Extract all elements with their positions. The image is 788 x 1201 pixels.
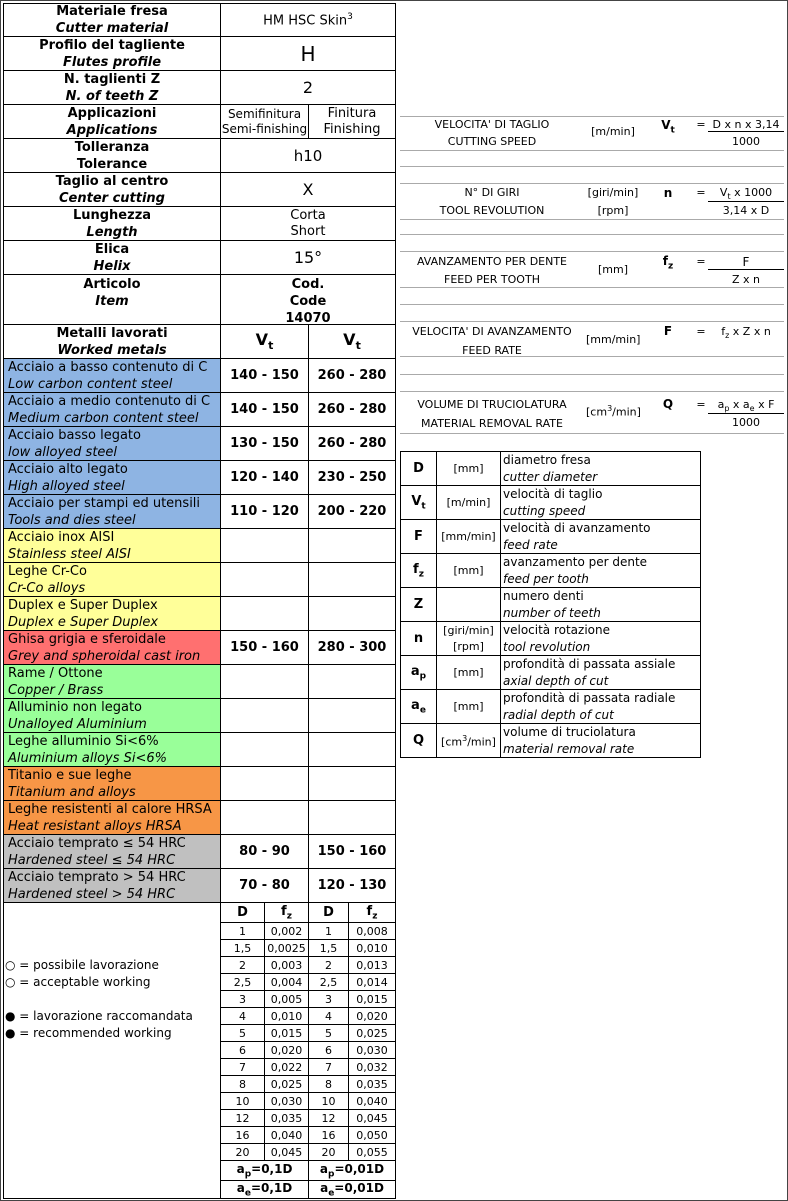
feed-cell: 20 (308, 1143, 349, 1161)
vt-finishing: 200 - 220 (308, 494, 396, 529)
vt-semifinishing: 140 - 150 (220, 392, 309, 427)
f4-symbol: F (663, 324, 673, 338)
f2-unit2: [rpm] (597, 204, 629, 217)
f4-unit: [mm/min] (586, 333, 641, 346)
feed-header-fz2: $f_z$ (348, 902, 396, 923)
vt-finishing: 260 - 280 (308, 392, 396, 427)
feed-cell: 0,025 (348, 1024, 396, 1042)
material-label: Materiale fresa Cutter material (3, 3, 221, 37)
center-cutting-value: X (220, 172, 396, 207)
legend-full-en: ● = recommended working (5, 1026, 172, 1040)
f3-den: Z x n (731, 273, 760, 286)
item-label: Articolo Item (3, 274, 221, 325)
feed-cell: 20 (220, 1143, 265, 1161)
vt-semifinishing (220, 698, 309, 733)
feed-cell: 4 (308, 1007, 349, 1025)
legend-area (3, 902, 221, 1199)
ap-row-1: $a_p=0,1D$ (220, 1160, 309, 1181)
feed-cell: 0,015 (348, 990, 396, 1008)
symbol-desc: volume di truciolatura material removal rate (500, 723, 701, 758)
feed-cell: 12 (220, 1109, 265, 1127)
helix-value: 15° (220, 240, 396, 275)
f1-symbol: $V_t$ (661, 118, 675, 136)
helix-label: Elica Helix (3, 240, 221, 275)
vt-finishing: 280 - 300 (308, 630, 396, 665)
feed-cell: 0,0025 (264, 939, 309, 957)
worked-metals-label: Metalli lavorati Worked metals (3, 324, 221, 359)
feed-cell: 2,5 (308, 973, 349, 991)
symbol-cell: $a_p$ (400, 655, 437, 690)
f5-it: VOLUME DI TRUCIOLATURA (417, 398, 567, 411)
feed-header-fz1: $f_z$ (264, 902, 309, 923)
material-row-label: Duplex e Super Duplex Duplex e Super Duplex (3, 596, 221, 631)
vt-semifinishing: 70 - 80 (220, 868, 309, 903)
ae-row-2: $a_e=0,01D$ (308, 1180, 396, 1199)
symbol-cell: D (400, 451, 437, 486)
feed-cell: 0,022 (264, 1058, 309, 1076)
feed-cell: 8 (220, 1075, 265, 1093)
vt-finishing (308, 596, 396, 631)
tolerance-label: Tolleranza Tolerance (3, 138, 221, 173)
material-row-label: Alluminio non legato Unalloyed Aluminium (3, 698, 221, 733)
feed-cell: 0,014 (348, 973, 396, 991)
vt-semifinishing: 80 - 90 (220, 834, 309, 869)
center-cutting-label: Taglio al centro Center cutting (3, 172, 221, 207)
feed-header-d1: D (220, 902, 265, 923)
symbol-cell: n (400, 621, 437, 656)
f3-en: FEED PER TOOTH (444, 273, 540, 286)
feed-header-d2: D (308, 902, 349, 923)
vt-finishing (308, 698, 396, 733)
feed-cell: 3 (308, 990, 349, 1008)
applications-label: Applicazioni Applications (3, 104, 221, 139)
symbol-unit: [mm/min] (436, 519, 501, 554)
feed-cell: 2,5 (220, 973, 265, 991)
symbol-unit: [mm] (436, 553, 501, 588)
vt-semifinishing: 150 - 160 (220, 630, 309, 665)
vt-header-finish: $V_t$ (308, 324, 396, 359)
ae-row-1: $a_e=0,1D$ (220, 1180, 309, 1199)
material-row-label: Acciaio temprato ≤ 54 HRC Hardened steel ≤ 54 HRC (3, 834, 221, 869)
feed-cell: 0,050 (348, 1126, 396, 1144)
symbol-desc: avanzamento per dente feed per tooth (500, 553, 701, 588)
f1-eq: = (696, 118, 706, 131)
feed-cell: 12 (308, 1109, 349, 1127)
vt-semifinishing (220, 528, 309, 563)
feed-cell: 2 (220, 956, 265, 974)
length-label: Lunghezza Length (3, 206, 221, 241)
material-row-label: Acciaio a medio contenuto di C Medium carbon content steel (3, 392, 221, 427)
feed-cell: 0,040 (348, 1092, 396, 1110)
f1-en: CUTTING SPEED (447, 135, 537, 148)
feed-cell: 0,002 (264, 922, 309, 940)
application-finishing: Finitura Finishing (308, 104, 396, 139)
vt-semifinishing: 120 - 140 (220, 460, 309, 495)
feed-cell: 0,025 (264, 1075, 309, 1093)
symbol-unit: [mm] (436, 689, 501, 724)
symbol-cell: $V_t$ (400, 485, 437, 520)
feed-cell: 1,5 (220, 939, 265, 957)
feed-cell: 0,035 (264, 1109, 309, 1127)
feed-cell: 16 (308, 1126, 349, 1144)
profile-label: Profilo del tagliente Flutes profile (3, 36, 221, 71)
symbol-unit: [mm] (436, 451, 501, 486)
feed-cell: 0,015 (264, 1024, 309, 1042)
material-row-label: Acciaio inox AISI Stainless steel AISI (3, 528, 221, 563)
feed-cell: 6 (308, 1041, 349, 1059)
symbol-desc: profondità di passata assiale axial depth of cut (500, 655, 701, 690)
feed-cell: 10 (308, 1092, 349, 1110)
feed-cell: 0,020 (348, 1007, 396, 1025)
material-row-label: Leghe alluminio Si<6% Aluminium alloys Si<6% (3, 732, 221, 767)
feed-cell: 0,010 (264, 1007, 309, 1025)
material-row-label: Leghe resistenti al calore HRSA Heat resistant alloys HRSA (3, 800, 221, 835)
material-row-label: Ghisa grigia e sferoidale Grey and spheroidal cast iron (3, 630, 221, 665)
f5-eq: = (696, 398, 706, 411)
symbol-desc: velocità di taglio cutting speed (500, 485, 701, 520)
material-row-label: Acciaio a basso contenuto di C Low carbon content steel (3, 358, 221, 393)
symbol-cell: $f_z$ (400, 553, 437, 588)
legend-open-it: ○ = possibile lavorazione (5, 958, 159, 972)
feed-cell: 6 (220, 1041, 265, 1059)
formulas-panel (400, 116, 784, 434)
f1-it: VELOCITA' DI TAGLIO (434, 118, 550, 131)
material-row-label: Titanio e sue leghe Titanium and alloys (3, 766, 221, 801)
application-semifinishing: Semifinitura Semi-finishing (220, 104, 309, 139)
feed-cell: 0,013 (348, 956, 396, 974)
feed-cell: 1,5 (308, 939, 349, 957)
f2-num: $V_t$ x 1000 (708, 186, 784, 202)
vt-finishing (308, 732, 396, 767)
feed-cell: 0,035 (348, 1075, 396, 1093)
f2-unit: [giri/min] (587, 186, 639, 199)
f2-it: N° DI GIRI (464, 186, 520, 199)
vt-finishing (308, 766, 396, 801)
f5-num: $a_p$ x $a_e$ x F (708, 398, 784, 414)
symbol-desc: profondità di passata radiale radial depth of cut (500, 689, 701, 724)
teeth-value: 2 (220, 70, 396, 105)
vt-semifinishing: 140 - 150 (220, 358, 309, 393)
vt-semifinishing (220, 732, 309, 767)
vt-header-semi: $V_t$ (220, 324, 309, 359)
vt-semifinishing (220, 800, 309, 835)
feed-cell: 0,032 (348, 1058, 396, 1076)
symbol-desc: velocità di avanzamento feed rate (500, 519, 701, 554)
feed-cell: 4 (220, 1007, 265, 1025)
vt-finishing (308, 528, 396, 563)
f5-den: 1000 (732, 416, 760, 429)
f3-symbol: $f_z$ (662, 254, 674, 272)
feed-cell: 1 (220, 922, 265, 940)
f3-unit: [mm] (597, 263, 628, 276)
feed-cell: 0,040 (264, 1126, 309, 1144)
feed-cell: 16 (220, 1126, 265, 1144)
f2-den: 3,14 x D (722, 204, 770, 217)
vt-finishing: 230 - 250 (308, 460, 396, 495)
profile-value: H (220, 36, 396, 71)
teeth-label: N. taglienti Z N. of teeth Z (3, 70, 221, 105)
vt-finishing (308, 800, 396, 835)
f2-en: TOOL REVOLUTION (439, 204, 545, 217)
f4-formula: $f_z$ x Z x n (721, 325, 771, 341)
vt-finishing (308, 664, 396, 699)
symbol-unit: [mm] (436, 655, 501, 690)
feed-cell: 8 (308, 1075, 349, 1093)
feed-cell: 7 (308, 1058, 349, 1076)
vt-finishing: 150 - 160 (308, 834, 396, 869)
symbol-unit (436, 587, 501, 622)
f1-unit: [m/min] (591, 125, 635, 138)
material-row-label: Acciaio per stampi ed utensili Tools and dies steel (3, 494, 221, 529)
material-row-label: Rame / Ottone Copper / Brass (3, 664, 221, 699)
feed-cell: 0,030 (264, 1092, 309, 1110)
feed-cell: 1 (308, 922, 349, 940)
length-value: Corta Short (220, 206, 396, 241)
f5-unit: $[cm^3/\min]$ (586, 404, 641, 419)
material-row-label: Acciaio temprato > 54 HRC Hardened steel > 54 HRC (3, 868, 221, 903)
feed-cell: 0,055 (348, 1143, 396, 1161)
feed-cell: 0,003 (264, 956, 309, 974)
ap-row-2: $a_p=0,01D$ (308, 1160, 396, 1181)
vt-semifinishing (220, 664, 309, 699)
feed-cell: 7 (220, 1058, 265, 1076)
feed-cell: 5 (308, 1024, 349, 1042)
feed-cell: 0,030 (348, 1041, 396, 1059)
symbol-unit: [giri/min] [rpm] (436, 621, 501, 656)
vt-finishing (308, 562, 396, 597)
feed-cell: 10 (220, 1092, 265, 1110)
symbol-unit: [m/min] (436, 485, 501, 520)
feed-cell: 2 (308, 956, 349, 974)
feed-cell: 0,005 (264, 990, 309, 1008)
f1-num: D x n x 3,14 (708, 118, 784, 132)
symbol-desc: velocità rotazione tool revolution (500, 621, 701, 656)
vt-finishing: 260 - 280 (308, 358, 396, 393)
f3-num: F (708, 255, 784, 270)
feed-cell: 0,045 (264, 1143, 309, 1161)
f2-eq: = (696, 186, 706, 199)
vt-semifinishing (220, 562, 309, 597)
legend-open-en: ○ = acceptable working (5, 975, 151, 989)
f4-it: VELOCITA' DI AVANZAMENTO (412, 325, 572, 338)
symbol-cell: Q (400, 723, 437, 758)
material-value: HM HSC Skin$^3$ (220, 3, 396, 37)
f5-en: MATERIAL REMOVAL RATE (421, 417, 563, 430)
feed-cell: 0,004 (264, 973, 309, 991)
material-row-label: Acciaio alto legato High alloyed steel (3, 460, 221, 495)
symbol-unit: $[cm^3/\min]$ (436, 723, 501, 758)
f5-symbol: Q (662, 397, 674, 411)
legend-full-it: ● = lavorazione raccomandata (5, 1009, 193, 1023)
vt-semifinishing: 130 - 150 (220, 426, 309, 461)
f4-en: FEED RATE (462, 344, 522, 357)
tolerance-value: h10 (220, 138, 396, 173)
item-code: Cod. Code 14070 (220, 274, 396, 325)
feed-cell: 3 (220, 990, 265, 1008)
f2-symbol: n (663, 186, 673, 200)
symbol-cell: Z (400, 587, 437, 622)
vt-semifinishing (220, 596, 309, 631)
symbol-cell: $a_e$ (400, 689, 437, 724)
vt-semifinishing: 110 - 120 (220, 494, 309, 529)
material-row-label: Acciaio basso legato low alloyed steel (3, 426, 221, 461)
symbol-desc: numero denti number of teeth (500, 587, 701, 622)
feed-cell: 0,020 (264, 1041, 309, 1059)
feed-cell: 5 (220, 1024, 265, 1042)
vt-finishing: 260 - 280 (308, 426, 396, 461)
f3-eq: = (696, 255, 706, 268)
feed-cell: 0,045 (348, 1109, 396, 1127)
feed-cell: 0,010 (348, 939, 396, 957)
symbol-cell: F (400, 519, 437, 554)
material-row-label: Leghe Cr-Co Cr-Co alloys (3, 562, 221, 597)
f3-it: AVANZAMENTO PER DENTE (416, 255, 568, 268)
feed-cell: 0,008 (348, 922, 396, 940)
f1-den: 1000 (732, 135, 760, 148)
symbol-desc: diametro fresa cutter diameter (500, 451, 701, 486)
f4-eq: = (696, 325, 706, 338)
vt-semifinishing (220, 766, 309, 801)
vt-finishing: 120 - 130 (308, 868, 396, 903)
